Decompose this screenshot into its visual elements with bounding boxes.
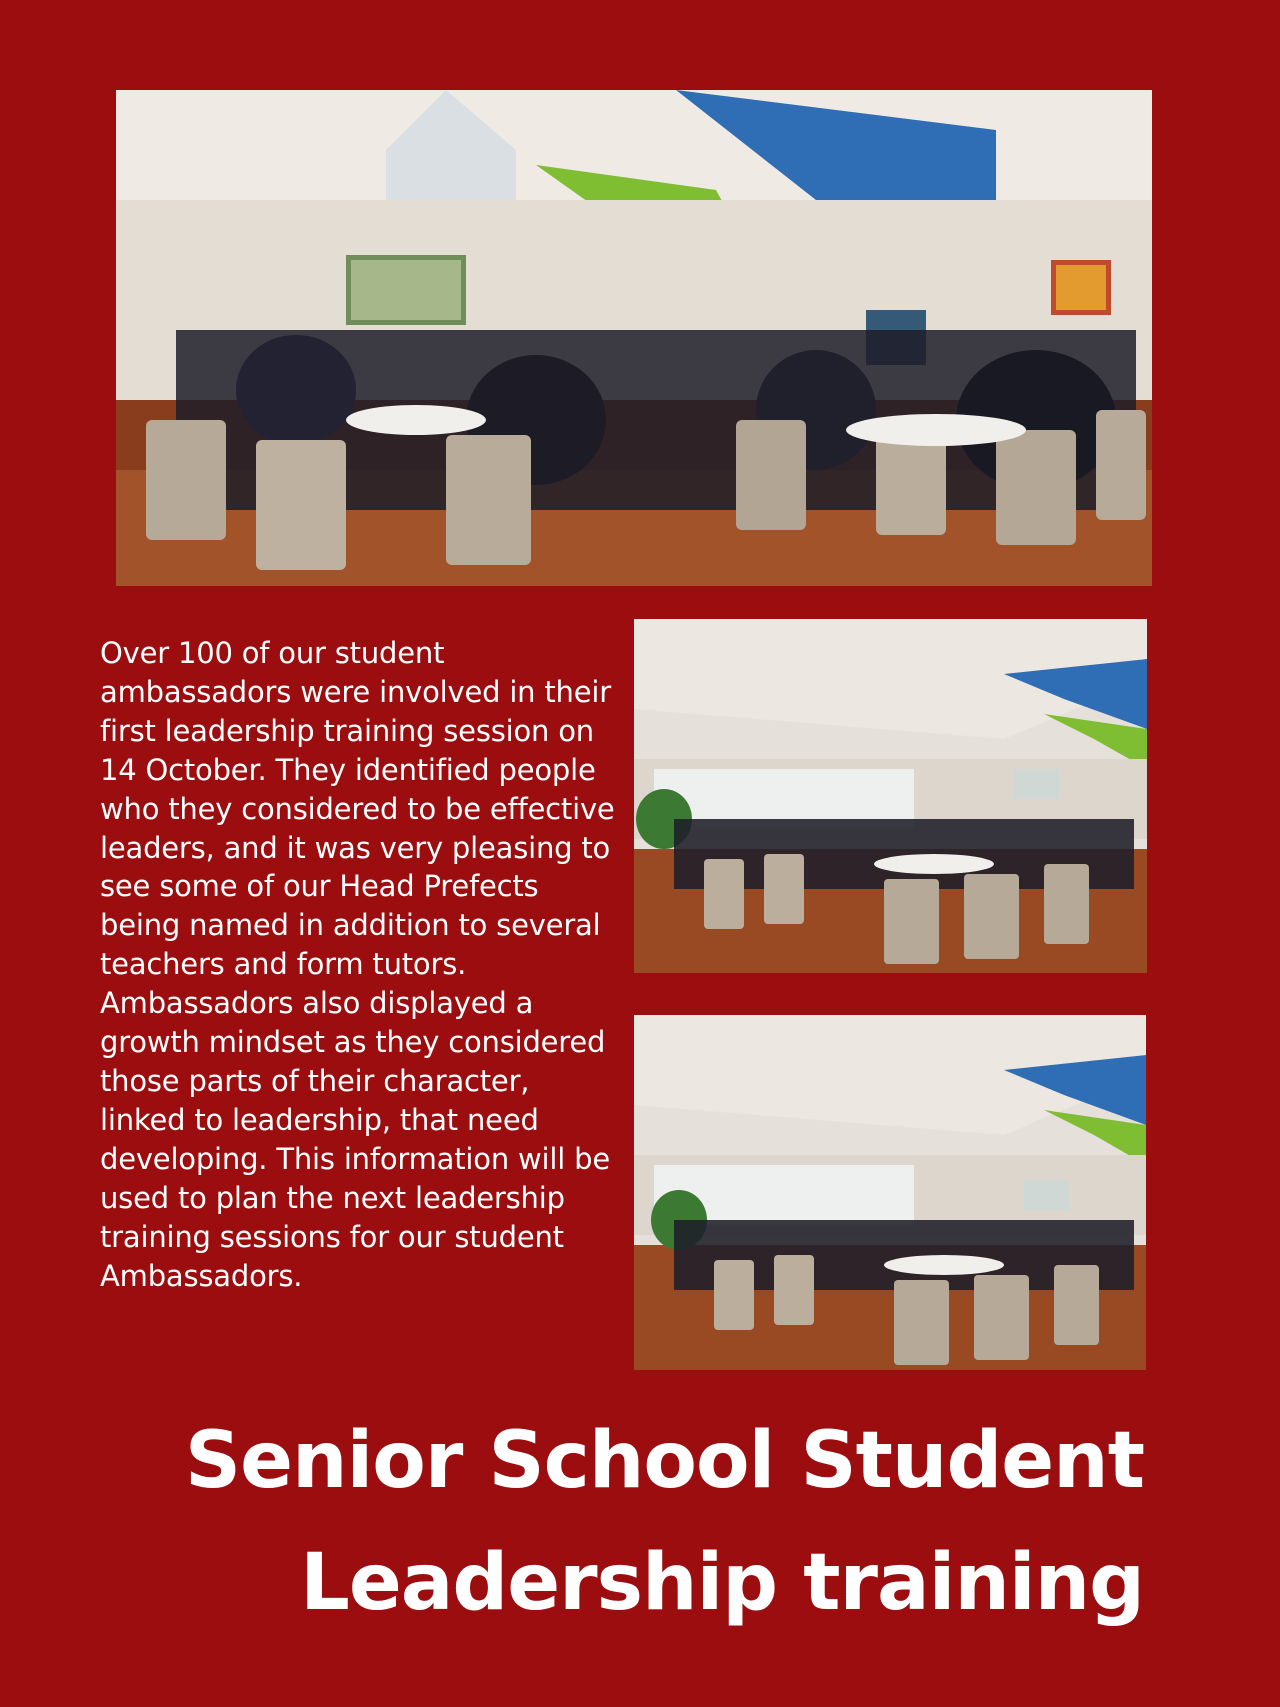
side-photo-bottom: [634, 1015, 1146, 1370]
main-photo: [116, 90, 1152, 586]
page-title: Senior School Student Leadership training: [184, 1416, 1144, 1628]
body-paragraph: Over 100 of our student ambassadors were involved in their first leadership training session on 14 October. They identified people who they considered to be effective leaders, and it was very pleasing to see some of our Head Prefects being named in addition to several teachers and form tutors. Ambassadors also displayed a growth mindset as they considered those parts of their character, linked to leadership, that need developing. This information will be used to plan the next leadership training sessions for our student Ambassadors.: [100, 636, 615, 1293]
side-photo-top: [634, 619, 1147, 973]
